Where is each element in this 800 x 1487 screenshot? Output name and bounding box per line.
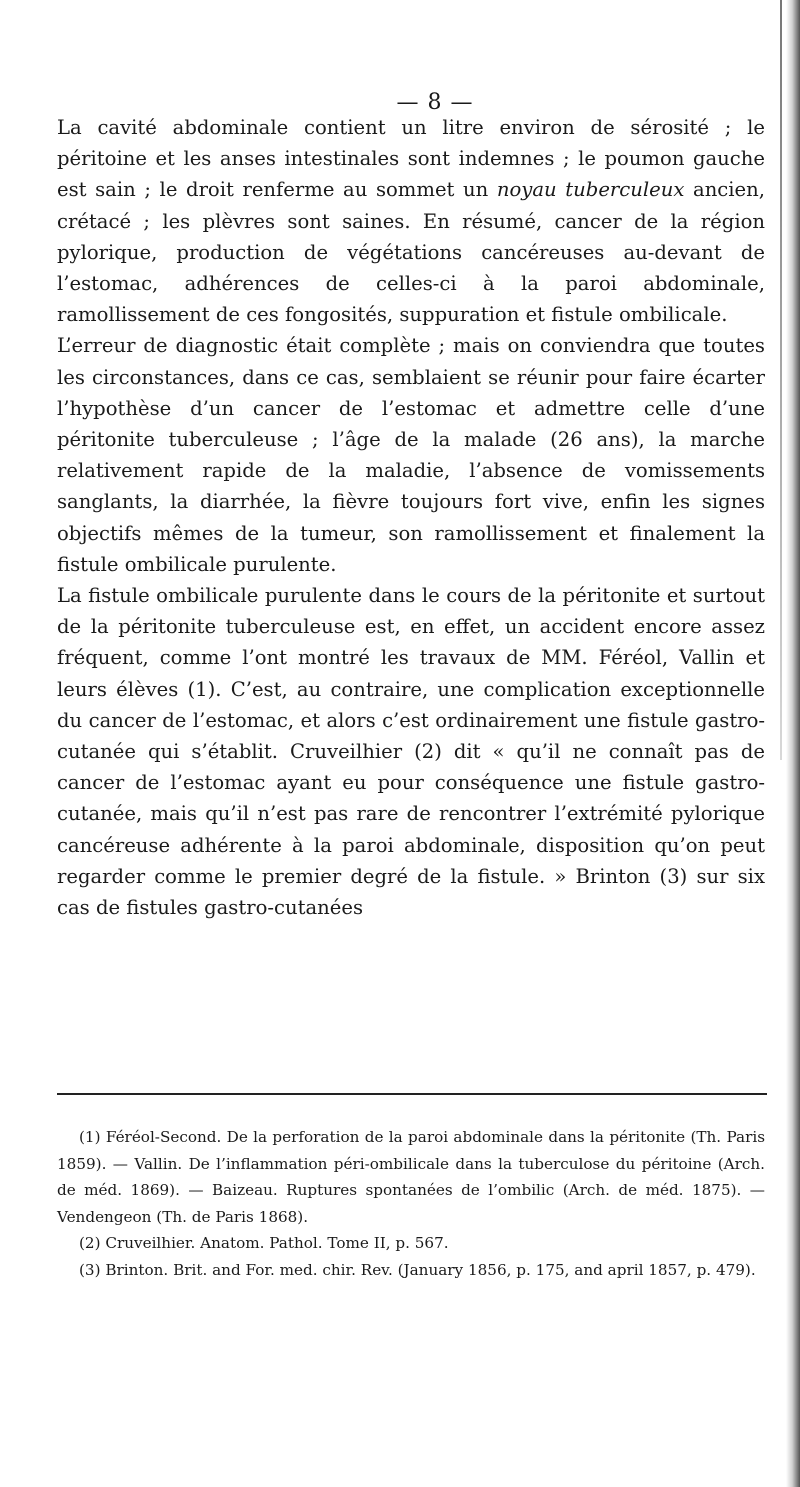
footnote-separator xyxy=(57,1093,767,1095)
paragraph-1 xyxy=(57,112,765,330)
page-edge-shadow xyxy=(786,0,800,1487)
paragraph-1-after: ancien, crétacé ; les plèvres sont saines. En résumé, cancer de la région pylorique, production de végétations cancéreuses au-devant de l’estomac, adhérences de celles-ci à la paroi abdominale, ramollissement de ces fongosités, suppuration et fistule ombilicale. xyxy=(57,178,765,327)
footnote-2: (2) Cruveilhier. Anatom. Pathol. Tome II, p. 567. xyxy=(79,1234,449,1253)
footnote-3: (3) Brinton. Brit. and For. med. chir. Rev. (January 1856, p. 175, and april 1857, p. 479). xyxy=(79,1260,756,1279)
main-text xyxy=(57,112,765,923)
paragraph-3: La fistule ombilicale purulente dans le cours de la péritonite et surtout de la péritonite tuberculeuse est, en effet, un accident encore assez fréquent, comme l’ont montré les travaux de MM. Féréol, Vallin et leurs élèves (1). C’est, au contraire, une complication exceptionnelle du cancer de l’estomac, et alors c’est ordinairement une fistule gastro-cutanée qui s’établit. Cruveilhier (2) dit « qu’il ne connaît pas de cancer de l’estomac ayant eu pour conséquence une fistule gastro-cutanée, mais qu’il n’est pas rare de rencontrer l’extrémité pylorique cancéreuse adhérente à la paroi abdominale, disposition qu’on peut regarder comme le premier degré de la fistule. » Brinton (3) sur six cas de fistules gastro-cutanées xyxy=(57,584,765,920)
page-number: — 8 — xyxy=(396,90,474,115)
paragraph-1-italic: noyau tuberculeux xyxy=(496,178,685,202)
paragraph-1-before: La cavité abdominale contient un litre environ de sérosité ; le péritoine et les anses intestinales sont indemnes ; le poumon gauche est sain ; le droit renferme au sommet un xyxy=(57,116,765,202)
footnotes xyxy=(57,1124,765,1284)
footnote-1: (1) Féréol-Second. De la perforation de la paroi abdominale dans la péritonite (Th. Paris 1859). — Vallin. De l’inflammation péri-ombilicale dans la tuberculose du péritoine (Arch. de méd. 1869). — Baizeau. Ruptures spontanées de l’ombilic (Arch. de méd. 1875). — Vendengeon (Th. de Paris 1868). xyxy=(57,1128,765,1226)
paragraph-2: L’erreur de diagnostic était complète ; mais on conviendra que toutes les circonstances, dans ce cas, semblaient se réunir pour faire écarter l’hypothèse d’un cancer de l’estomac et admettre celle d’une péritonite tuberculeuse ; l’âge de la malade (26 ans), la marche relativement rapide de la maladie, l’absence de vomissements sanglants, la diarrhée, la fièvre toujours fort vive, enfin les signes objectifs mêmes de la tumeur, son ramollissement et finalement la fistule ombilicale purulente. xyxy=(57,334,765,576)
